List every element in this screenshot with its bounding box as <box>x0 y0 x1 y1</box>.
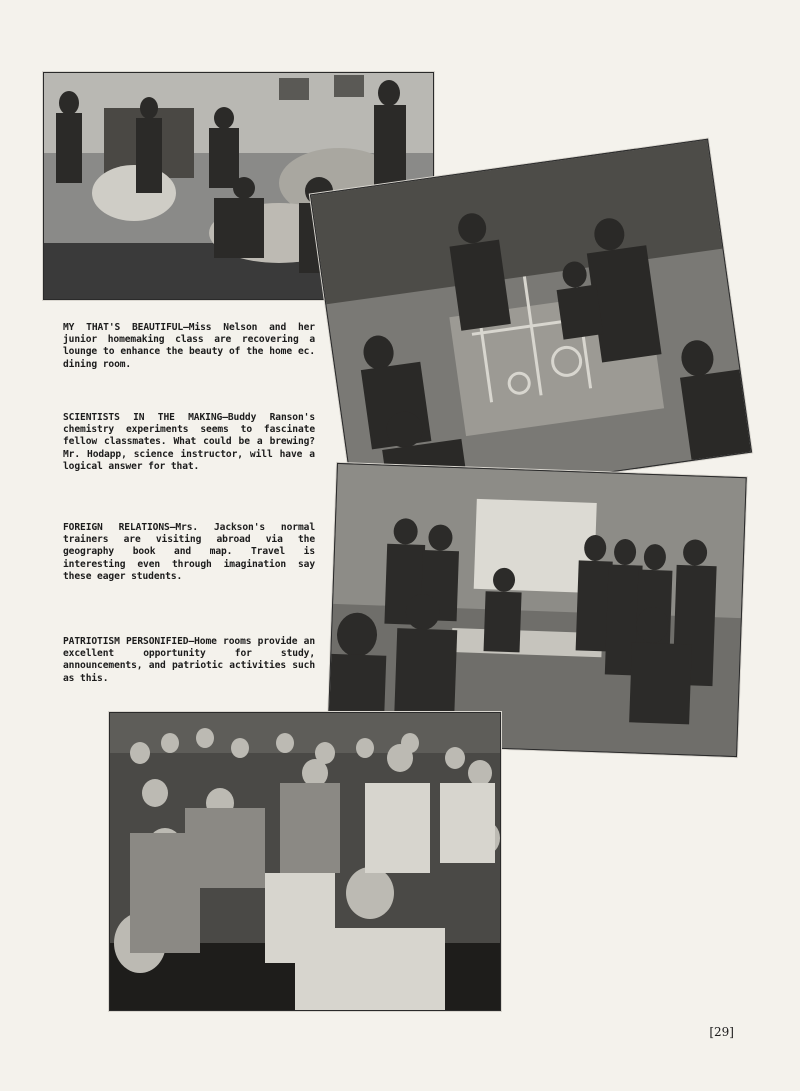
caption-heading: MY THAT'S BEAUTIFUL <box>63 322 184 333</box>
caption-body: —Mrs. Jackson's normal trainers are visiting abroad via the geography book and map. Travel is interesting even through imagination say these eager students. <box>63 522 315 582</box>
chemistry-class-photo <box>310 139 752 509</box>
caption-homemaking <box>63 322 315 371</box>
caption-chemistry <box>63 412 315 473</box>
caption-body: —Home rooms provide an excellent opportunity for study, announcements, and patriotic activities such as this. <box>63 636 315 684</box>
caption-heading: SCIENTISTS IN THE MAKING <box>63 412 223 423</box>
page-number: [29] <box>709 1025 734 1039</box>
caption-heading: FOREIGN RELATIONS <box>63 522 170 533</box>
caption-body: —Buddy Ranson's chemistry experiments seems to fascinate fellow classmates. What could be a brewing? Mr. Hodapp, science instructor, will have a logical answer for that. <box>63 412 315 472</box>
homeroom-pledge-photo <box>109 712 501 1011</box>
caption-geography <box>63 522 315 583</box>
caption-patriotism <box>63 636 315 685</box>
caption-body: —Miss Nelson and her junior homemaking class are recovering a lounge to enhance the beauty of the home ec. dining room. <box>63 322 315 370</box>
caption-heading: PATRIOTISM PERSONIFIED <box>63 636 189 647</box>
